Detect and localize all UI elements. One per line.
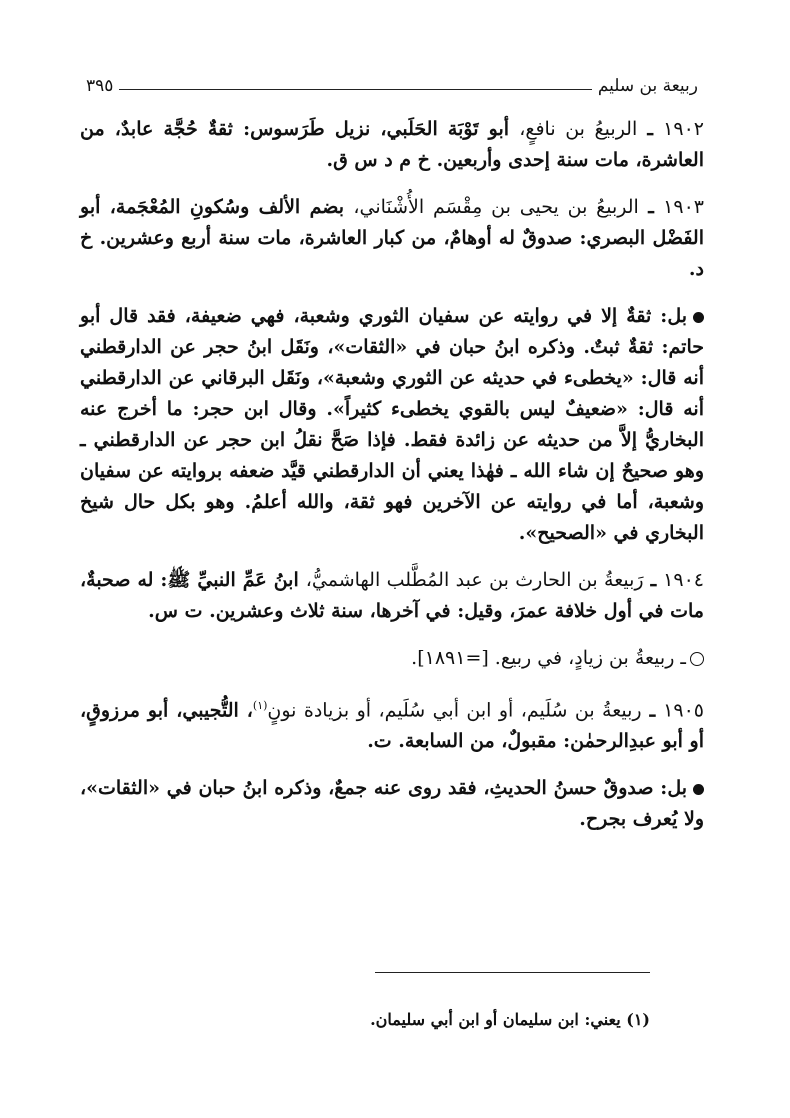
entry-name: رَبيعةُ بن الحارث بن عبد المُطَّلب الهاشميُّ، (305, 569, 644, 591)
entry-name: ربيعةُ بن سُلَيم، أو ابن أبي سُلَيم، أو بزيادة نونٍ (267, 699, 642, 722)
entry-text: ابنُ عَمِّ النبيِّ ﷺ: له صحبةٌ، مات في أول خلافة عمرَ، وقيل: في آخرها، سنة ثلاث وعشرين. ت س. (80, 569, 704, 622)
entry-1904: ١٩٠٤ ـ رَبيعةُ بن الحارث بن عبد المُطَّلب الهاشميُّ، ابنُ عَمِّ النبيِّ ﷺ: له صحبةٌ، مات في أول خلافة عمرَ، وقيل: في آخرها، سنة ثلاث وعشرين. ت س. (80, 569, 704, 622)
footnote-marker: (١) (252, 699, 268, 712)
entry-number: ١٩٠٣ (663, 196, 704, 218)
entry-text: أبو تَوْبَة الحَلَبي، نزيل طَرَسوس: ثقةٌ حُجَّة عابدٌ، من العاشرة، مات سنة إحدى وأربعين. خ م د س ق. (80, 118, 704, 171)
entry-1902: ١٩٠٢ ـ الربيعُ بن نافعٍ، أبو تَوْبَة الحَلَبي، نزيل طَرَسوس: ثقةٌ حُجَّة عابدٌ، من العاشرة، مات سنة إحدى وأربعين. خ م د س ق. (80, 118, 704, 171)
bullet-icon (693, 312, 704, 323)
footnote-rule (375, 972, 650, 973)
entry-number: ١٩٠٥ (663, 699, 704, 722)
entry-number: ١٩٠٤ (663, 569, 704, 591)
bullet-icon (693, 784, 704, 795)
page-body (80, 114, 704, 851)
entry-1905: ١٩٠٥ ـ ربيعةُ بن سُلَيم، أو ابن أبي سُلَيم، أو بزيادة نونٍ$^{(١)}$، التُّجيبي، أبو مرزوقٍ، أو أبو عبدِالرحمٰن: مقبولٌ، من السابعة. ت. (80, 699, 704, 753)
editor-comment (80, 773, 704, 835)
entry-name: الربيعُ بن نافعٍ، (519, 118, 638, 140)
footnote: (١) يعني: ابن سليمان أو ابن أبي سليمان. (370, 1010, 650, 1029)
entry-text: بضم الألف وسُكونِ المُعْجَمة، أبو الفَضْل البصري: صدوقٌ له أوهامٌ، من كبار العاشرة، مات سنة أربع وعشرين. خ د. (80, 196, 704, 280)
cross-reference-text: ـ ربيعةُ بن زيادٍ، في ربيع. [=١٨٩١]. (411, 647, 686, 669)
comment-text: بل: صدوقٌ حسنُ الحديثِ، فقد روى عنه جمعٌ، وذكره ابنُ حبان في «الثقات»، ولا يُعرف بجرح. (80, 777, 704, 831)
cross-reference (80, 643, 704, 674)
entry-number: ١٩٠٢ (663, 118, 704, 140)
editor-comment (80, 301, 704, 549)
header-rule (119, 89, 591, 90)
entry-name: الربيعُ بن يحيى بن مِقْسَم الأُشْنَاني، (353, 196, 639, 218)
entry-1903: ١٩٠٣ ـ الربيعُ بن يحيى بن مِقْسَم الأُشْنَاني، بضم الألف وسُكونِ المُعْجَمة، أبو الفَضْل البصري: صدوقٌ له أوهامٌ، من كبار العاشرة، مات سنة أربع وعشرين. خ د. (80, 196, 704, 280)
header-title: ربيعة بن سليم (597, 76, 698, 96)
circle-icon (690, 652, 704, 666)
comment-text: بل: ثقةٌ إلا في روايته عن سفيان الثوري وشعبة، فهي ضعيفة، فقد قال أبو حاتم: ثقةٌ ثبتٌ. وذكره ابنُ حبان في «الثقات»، ونَقَل ابنُ حجر عن الدارقطني أنه قال: «يخطىء في حديثه عن الثوري وشعبة»، ونَقَل البرقاني عن الدارقطني أنه قال: «ضعيفٌ ليس بالقوي يخطىء كثيراً». وقال ابن حجر: ما أخرج عنه البخاريُّ إلاَّ من حديثه عن زائدة فقط. فإذا صَحَّ نقلُ ابن حجر عن الدارقطني ـ وهو صحيحٌ إن شاء الله ـ فهٰذا يعني أن الدارقطني قيَّد ضعفه بروايته عن سفيان وشعبة، أما في روايته عن الآخرين فهو ثقة، والله أعلمُ. وهو بكل حال شيخ البخاري في «الصحيح». (80, 305, 704, 544)
entry-text: ، التُّجيبي، أبو مرزوقٍ، أو أبو عبدِالرحمٰن: مقبولٌ، من السابعة. ت. (80, 699, 704, 753)
page-number: ٣٩٥ (86, 76, 114, 96)
running-header (86, 72, 698, 100)
